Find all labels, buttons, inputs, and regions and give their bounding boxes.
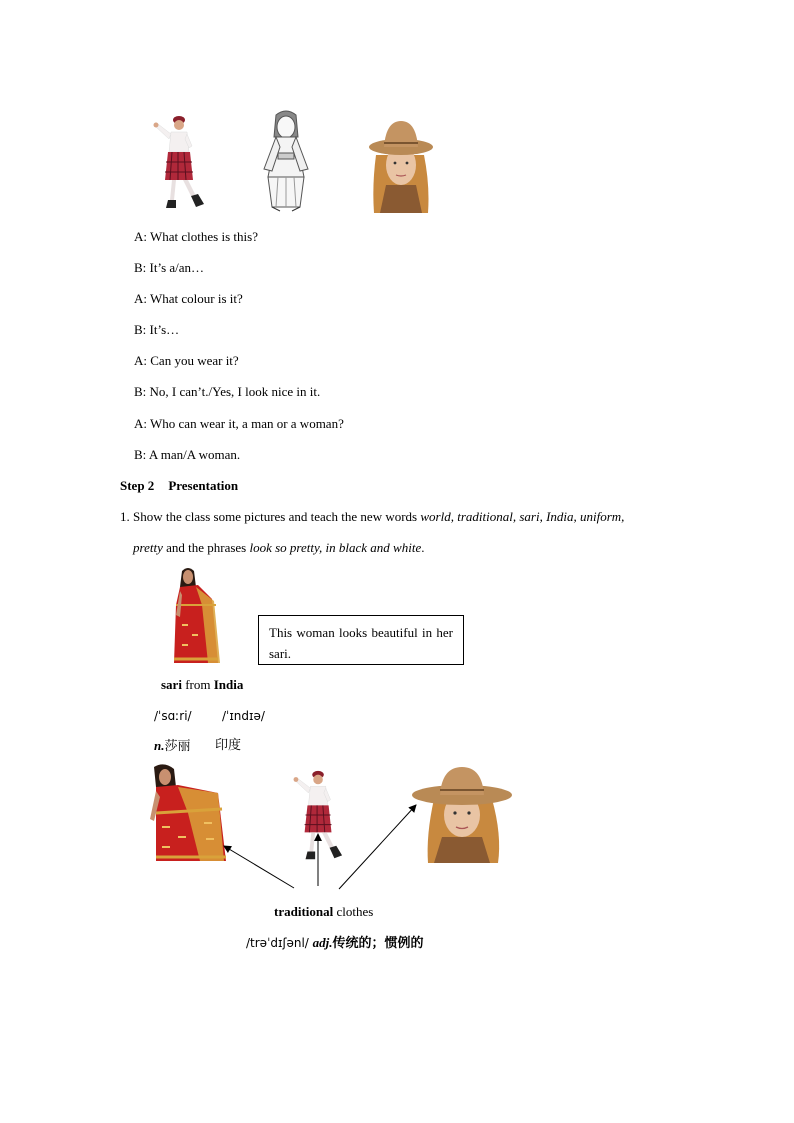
vocab-meaning-traditional: 传统的；惯例的 xyxy=(332,936,424,951)
callout-text: This woman looks beautiful in her sari. xyxy=(269,625,453,661)
dialogue-line: B: It’s a/an… xyxy=(134,260,205,275)
vocab-meaning-india: 印度 xyxy=(215,738,242,753)
vocab-phonetic-sari: /ˈsɑːri/ xyxy=(154,709,192,723)
instruction-phrases: look so pretty, in black and white xyxy=(249,540,422,555)
dialogue-line: A: What clothes is this? xyxy=(134,229,258,244)
instruction-words: world, traditional, sari, India, uniform, xyxy=(420,509,625,524)
dialogue-line: B: A man/A woman. xyxy=(134,447,241,462)
vocab-traditional-line xyxy=(274,904,373,920)
dialogue-line: A: Who can wear it, a man or a woman? xyxy=(134,416,344,431)
dialogue-line: B: It’s… xyxy=(134,322,180,337)
arrow-icon xyxy=(224,846,294,888)
instruction-text: Show the class some pictures and teach the new words xyxy=(133,509,421,524)
arrow-icon xyxy=(339,805,416,889)
vocab-traditional-def xyxy=(246,935,424,952)
vocab-word-india: India xyxy=(213,677,244,692)
vocab-from: from xyxy=(181,677,214,692)
dialogue-line: B: No, I can’t./Yes, I look nice in it. xyxy=(134,384,321,399)
vocab-pos: n. xyxy=(154,738,165,753)
instruction-word-pretty: pretty xyxy=(133,540,163,555)
vocab-pos-adj: adj. xyxy=(312,935,333,950)
step-title: Presentation xyxy=(168,478,239,493)
vocab-phonetic-traditional: /trəˈdɪʃənl/ xyxy=(246,936,313,950)
vocab-word-traditional: traditional xyxy=(274,904,334,919)
vocab-meaning-sari: 莎丽 xyxy=(164,739,191,754)
step-label: Step 2 xyxy=(120,478,155,493)
vocab-clothes: clothes xyxy=(333,904,374,919)
vocab-word-sari: sari xyxy=(161,677,182,692)
vocab-phonetic-india: /ˈɪndɪə/ xyxy=(222,709,265,723)
instruction-text-2: and the phrases xyxy=(162,540,250,555)
instruction-number: 1. xyxy=(120,509,130,524)
dialogue-line: A: What colour is it? xyxy=(134,291,243,306)
instruction-period: . xyxy=(421,540,425,555)
dialogue-line: A: Can you wear it? xyxy=(134,353,239,368)
